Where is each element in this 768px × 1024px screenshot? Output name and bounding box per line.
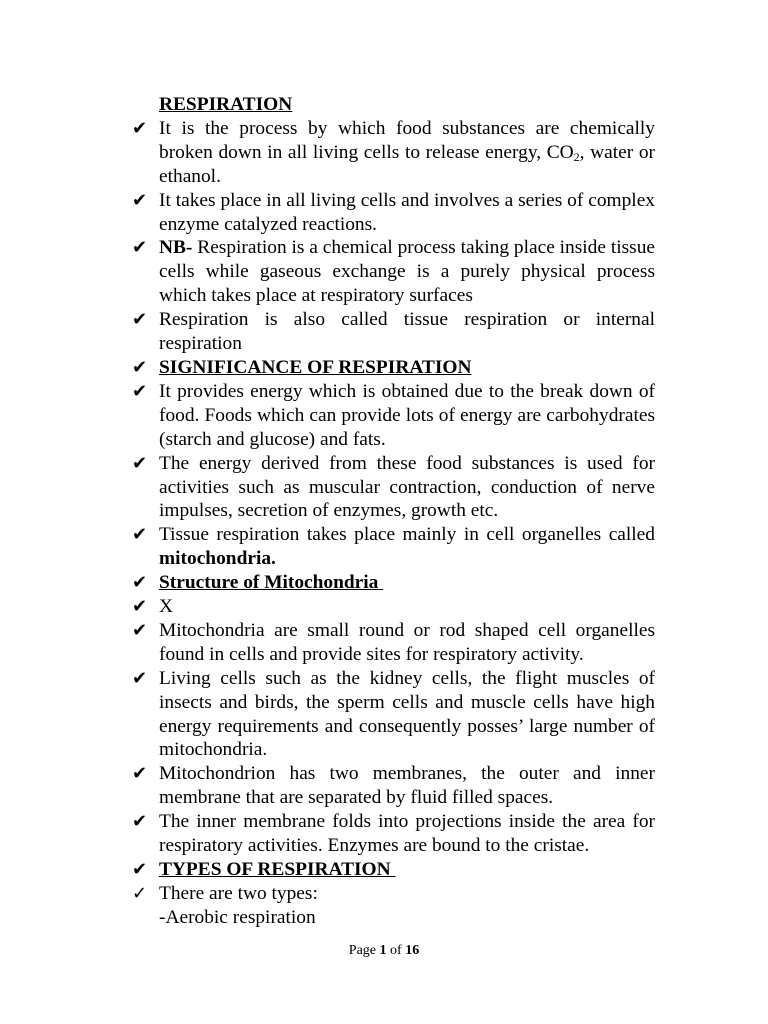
checkmark-icon: ✔ — [132, 524, 148, 546]
section-heading-mitochondria — [132, 571, 655, 595]
bullet-text-tail: , water or ethanol. — [159, 141, 655, 187]
current-page-number: 1 — [379, 943, 387, 958]
bullet-text: Tissue respiration takes place mainly in cell organelles called — [159, 524, 655, 546]
checkmark-icon: ✓ — [132, 882, 148, 904]
bullet-item — [132, 619, 655, 667]
checkmark-icon: ✔ — [132, 237, 148, 259]
bullet-item — [132, 595, 655, 619]
bullet-text: Mitochondria are small round or rod shaped cell organelles found in cells and provide sites for respiratory activity. — [159, 619, 655, 665]
bullet-item — [132, 189, 655, 237]
checkmark-icon: ✔ — [132, 380, 148, 402]
heading-text: SIGNIFICANCE OF RESPIRATION — [159, 356, 472, 378]
bullet-item — [132, 882, 655, 930]
bullet-item — [132, 762, 655, 810]
subscript-text: 2 — [573, 149, 580, 164]
document-body — [132, 93, 655, 930]
checkmark-icon: ✔ — [132, 763, 148, 785]
bullet-item — [132, 452, 655, 524]
bullet-text: Living cells such as the kidney cells, the flight muscles of insects and birds, the sperm cells and muscle cells have high energy requirements and consequently posses’ large number of mitochondria. — [159, 667, 655, 761]
checkmark-icon: ✔ — [132, 619, 148, 641]
bullet-item — [132, 380, 655, 452]
checkmark-icon: ✔ — [132, 859, 148, 880]
bullet-text: The energy derived from these food substances is used for activities such as muscular contraction, conduction of nerve impulses, secretion of enzymes, growth etc. — [159, 452, 655, 522]
total-page-count: 16 — [405, 943, 420, 958]
bullet-item — [132, 236, 655, 308]
nb-label: NB- — [159, 237, 193, 259]
checkmark-icon: ✔ — [132, 811, 148, 833]
checkmark-icon: ✔ — [132, 356, 148, 378]
bullet-item — [132, 810, 655, 858]
sub-list-item: -Aerobic respiration — [159, 906, 316, 928]
bullet-item — [132, 667, 655, 763]
footer-of: of — [386, 943, 406, 958]
section-heading-types — [132, 858, 655, 882]
checkmark-icon: ✔ — [132, 189, 148, 211]
checkmark-icon: ✔ — [132, 309, 148, 331]
bullet-text: Respiration is also called tissue respiration or internal respiration — [159, 309, 655, 355]
checkmark-icon: ✔ — [132, 117, 148, 139]
bullet-item — [132, 308, 655, 356]
heading-text: TYPES OF RESPIRATION — [159, 859, 396, 880]
footer-prefix: Page — [348, 943, 380, 958]
bullet-item — [132, 523, 655, 571]
bullet-text: The inner membrane folds into projections inside the area for respiratory activities. Enzymes are bound to the cristae. — [159, 811, 655, 857]
bullet-text: Mitochondrion has two membranes, the outer and inner membrane that are separated by fluid filled spaces. — [159, 763, 655, 809]
checkmark-icon: ✔ — [132, 572, 148, 594]
bullet-text: It is the process by which food substances are chemically broken down in all living cells to release energy, CO — [159, 117, 655, 163]
bullet-item — [132, 117, 655, 189]
section-heading-significance — [132, 356, 655, 380]
page-number-footer — [0, 941, 768, 961]
checkmark-icon: ✔ — [132, 452, 148, 474]
bullet-text: It takes place in all living cells and involves a series of complex enzyme catalyzed reactions. — [159, 189, 655, 235]
checkmark-icon: ✔ — [132, 667, 148, 689]
bullet-text: It provides energy which is obtained due to the break down of food. Foods which can provide lots of energy are carbohydrates (starch and glucose) and fats. — [159, 380, 655, 450]
checkmark-icon: ✔ — [132, 596, 148, 618]
bullet-text: There are two types: — [159, 882, 318, 904]
document-title: RESPIRATION — [159, 94, 293, 115]
heading-text: Structure of Mitochondria — [159, 572, 384, 594]
bullet-text: X — [159, 596, 174, 618]
bullet-text: Respiration is a chemical process taking place inside tissue cells while gaseous exchange is a purely physical process which takes place at respiratory surfaces — [159, 237, 655, 307]
bold-term: mitochondria. — [159, 548, 276, 570]
